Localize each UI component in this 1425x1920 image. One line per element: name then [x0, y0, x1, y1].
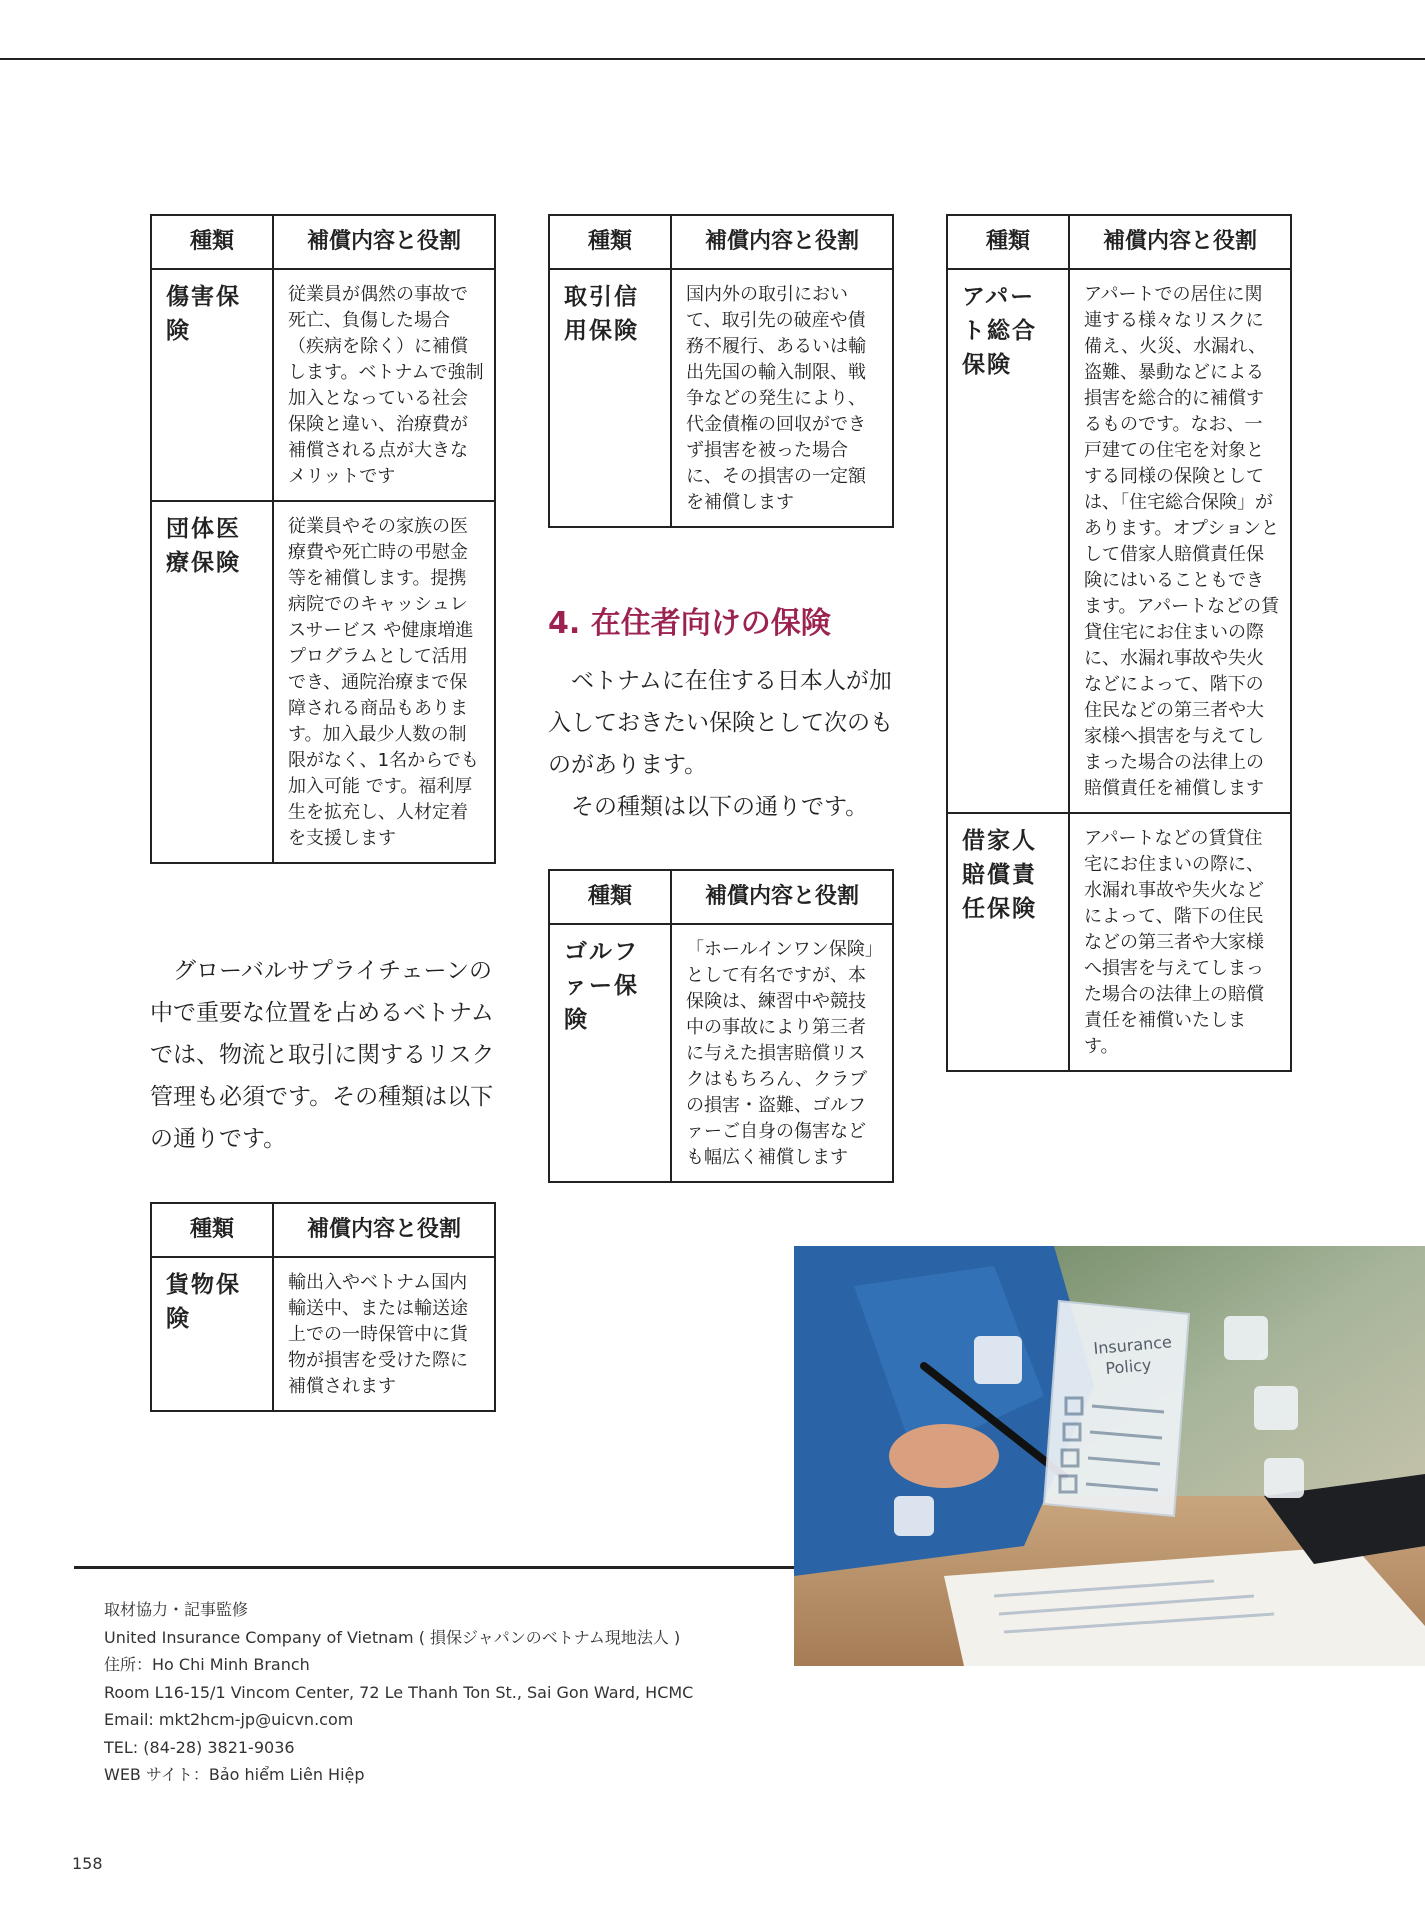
table-row — [549, 924, 893, 1182]
top-rule — [0, 58, 1425, 60]
row-type: 傷害保険 — [151, 269, 273, 501]
header-content: 補償内容と役割 — [671, 870, 893, 924]
insurance-table-employee — [150, 214, 496, 864]
header-content: 補償内容と役割 — [671, 215, 893, 269]
row-type: 団体医療保険 — [151, 501, 273, 863]
header-type: 種類 — [947, 215, 1069, 269]
insurance-policy-photo — [794, 1246, 1425, 1666]
insurance-table-trade-credit — [548, 214, 894, 528]
table-row — [151, 1257, 495, 1411]
page-number: 158 — [72, 1854, 103, 1873]
table-row — [947, 269, 1291, 813]
table-header-row — [549, 215, 893, 269]
header-type: 種類 — [151, 215, 273, 269]
credits-website: WEB サイト：Bảo hiểm Liên Hiệp — [104, 1765, 365, 1784]
paragraph-supply-chain: グローバルサプライチェーンの中で重要な位置を占めるベトナムでは、物流と取引に関するリスク管理も必須です。その種類は以下の通りです。 — [150, 958, 495, 1152]
header-content: 補償内容と役割 — [1069, 215, 1291, 269]
row-content: 従業員やその家族の医療費や死亡時の弔慰金等を補償します。提携病院でのキャッシュレスサービス や健康増進プログラムとして活用でき、通院治療まで保障される商品もあります。加入最少人数の制限がなく、1名からでも加入可能 です。福利厚生を拡充し、人材定着を支援します — [273, 501, 495, 863]
table-row — [947, 813, 1291, 1071]
row-content: 国内外の取引において、取引先の破産や債務不履行、あるいは輸出先国の輸入制限、戦争などの発生により、代金債権の回収ができず損害を被った場合に、その損害の一定額を補償します — [671, 269, 893, 527]
photo-caption-line1: Insurance — [1092, 1332, 1173, 1358]
table-row — [151, 501, 495, 863]
bottom-rule — [74, 1566, 794, 1569]
table-row — [549, 269, 893, 527]
row-content: アパートでの居住に関連する様々なリスクに備え、火災、水漏れ、盗難、暴動などによる損害を総合的に補償するものです。なお、一戸建ての住宅を対象とする同様の保険としては、「住宅総合保険」があります。オプションとして借家人賠償責任保険にはいることもできます。アパートなどの賃貸住宅にお住まいの際に、水漏れ事故や失火などによって、階下の住民などの第三者や大家様へ損害を与えてしまった場合の法律上の賠償責任を補償します — [1069, 269, 1291, 813]
header-type: 種類 — [549, 870, 671, 924]
row-content: アパートなどの賃貸住宅にお住まいの際に、水漏れ事故や失火などによって、階下の住民などの第三者や大家様へ損害を与えてしまった場合の法律上の賠償責任を補償いたします。 — [1069, 813, 1291, 1071]
row-content: 輸出入やベトナム国内輸送中、または輸送途上での一時保管中に貨物が損害を受けた際に補償されます — [273, 1257, 495, 1411]
credits-tel: TEL: (84-28) 3821-9036 — [104, 1737, 295, 1757]
header-type: 種類 — [549, 215, 671, 269]
row-type: 取引信用保険 — [549, 269, 671, 527]
header-content: 補償内容と役割 — [273, 1203, 495, 1257]
table-row — [151, 269, 495, 501]
header-type: 種類 — [151, 1203, 273, 1257]
section-heading: 4. 在住者向けの保険 — [548, 606, 831, 641]
row-content: 従業員が偶然の事故で死亡、負傷した場合（疾病を除く）に補償します。ベトナムで強制加入となっている社会保険と違い、治療費が補償される点が大きなメリットです — [273, 269, 495, 501]
credits-address: Room L16-15/1 Vincom Center, 72 Le Thanh Ton St., Sai Gon Ward, HCMC — [104, 1682, 694, 1702]
family-icon — [974, 1336, 1022, 1384]
house-icon — [1264, 1458, 1304, 1498]
row-type: 貨物保険 — [151, 1257, 273, 1411]
header-content: 補償内容と役割 — [273, 215, 495, 269]
row-type: ゴルファー保険 — [549, 924, 671, 1182]
table-header-row — [947, 215, 1291, 269]
credits-email: Email: mkt2hcm-jp@uicvn.com — [104, 1710, 354, 1729]
credits-company: United Insurance Company of Vietnam ( 損保ジャパンのベトナム現地法人 ) — [104, 1627, 681, 1647]
ship-icon — [1254, 1386, 1298, 1430]
table-header-row — [151, 1203, 495, 1257]
credits-address-label: 住所：Ho Chi Minh Branch — [104, 1655, 310, 1674]
row-content: 「ホールインワン保険」として有名ですが、本保険は、練習中や競技中の事故により第三者に与えた損害賠償リスクはもちろん、クラブの損害・盗難、ゴルファーご自身の傷害なども幅広く補償します — [671, 924, 893, 1182]
insurance-table-golfer — [548, 869, 894, 1183]
medical-shield-icon — [894, 1496, 934, 1536]
credits-title: 取材協力・記事監修 — [104, 1600, 249, 1619]
photo-caption-line2: Policy — [1104, 1355, 1153, 1378]
photo-illustration — [794, 1246, 1425, 1666]
row-type: アパート総合保険 — [947, 269, 1069, 813]
paragraph-types: その種類は以下の通りです。 — [571, 794, 869, 820]
airplane-icon — [1224, 1316, 1268, 1360]
credits-block — [104, 1596, 784, 1789]
paragraph-residents: ベトナムに在住する日本人が加入しておきたい保険として次のものがあります。 — [548, 668, 893, 778]
insurance-table-cargo — [150, 1202, 496, 1412]
table-header-row — [151, 215, 495, 269]
row-type: 借家人賠償責任保険 — [947, 813, 1069, 1071]
table-header-row — [549, 870, 893, 924]
insurance-table-apartment — [946, 214, 1292, 1072]
